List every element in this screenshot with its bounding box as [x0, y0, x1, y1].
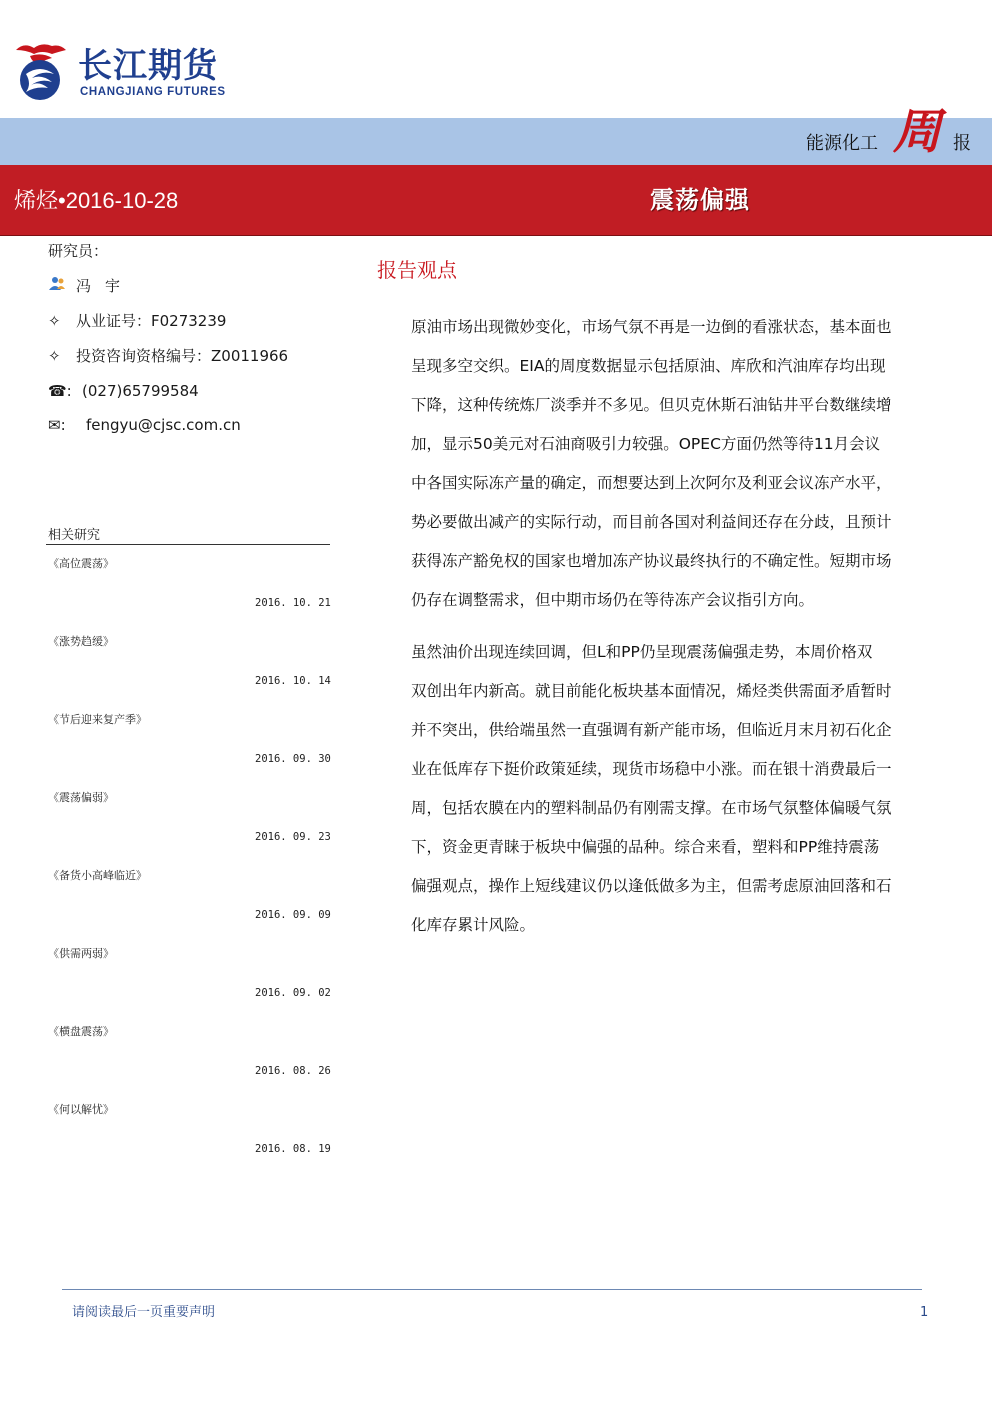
report-category: 能源化工: [806, 133, 878, 154]
related-item-title[interactable]: 《供需两弱》: [48, 947, 114, 960]
footer-divider: [62, 1289, 922, 1290]
related-research-divider: [46, 544, 330, 545]
related-item-date: 2016. 10. 21: [255, 597, 331, 609]
consult-license-row: [48, 345, 288, 367]
related-item-date: 2016. 09. 02: [255, 987, 331, 999]
company-logo: [12, 40, 252, 106]
report-suffix: 报: [953, 133, 971, 154]
related-item-date: 2016. 10. 14: [255, 675, 331, 687]
paragraph-line: 原油市场出现微妙变化，市场气氛不再是一边倒的看涨状态，基本面也: [411, 318, 892, 336]
paragraph-line: 化库存累计风险。: [411, 916, 536, 934]
paragraph-line: 业在低库存下挺价政策延续，现货市场稳中小涨。而在银十消费最后一: [411, 760, 892, 778]
paragraph-line: 并不突出，供给端虽然一直强调有新产能市场，但临近月末月初石化企: [411, 721, 892, 739]
email-row: [48, 414, 241, 436]
diamond-icon: ✧: [48, 347, 61, 365]
related-item-date: 2016. 08. 19: [255, 1143, 331, 1155]
section-title: 报告观点: [377, 258, 457, 282]
related-item-title[interactable]: 《高位震荡》: [48, 557, 114, 570]
related-item-title[interactable]: 《震荡偏弱》: [48, 791, 114, 804]
paragraph-line: 周，包括农膜在内的塑料制品仍有刚需支撑。在市场气氛整体偏暖气氛: [411, 799, 892, 817]
paragraph-line: 呈现多空交织。EIA的周度数据显示包括原油、库欣和汽油库存均出现: [411, 357, 886, 375]
phone-icon: ☎:: [48, 382, 72, 400]
report-title: 震荡偏强: [650, 186, 750, 214]
weekly-big-char: 周: [893, 104, 942, 160]
related-item-title[interactable]: 《节后迎来复产季》: [48, 713, 147, 726]
license-number: 从业证号：F0273239: [76, 312, 227, 330]
paragraph-line: 仍存在调整需求，但中期市场仍在等待冻产会议指引方向。: [411, 591, 815, 609]
related-item-title[interactable]: 《何以解忧》: [48, 1103, 114, 1116]
paragraph-line: 中各国实际冻产量的确定，而想要达到上次阿尔及利亚会议冻产水平，: [411, 474, 892, 492]
paragraph-line: 加，显示50美元对石油商吸引力较强。OPEC方面仍然等待11月会议: [411, 435, 881, 453]
paragraph-line: 势必要做出减产的实际行动，而目前各国对利益间还存在分歧，且预计: [411, 513, 892, 531]
paragraph-line: 获得冻产豁免权的国家也增加冻产协议最终执行的不确定性。短期市场: [411, 552, 892, 570]
email-address[interactable]: fengyu@cjsc.com.cn: [86, 416, 241, 434]
logo-chinese-name: 长江期货: [78, 46, 218, 86]
researcher-name-row: [48, 275, 134, 297]
phone-row: [48, 380, 199, 402]
report-paragraph-2: [411, 633, 946, 945]
paragraph-line: 下降，这种传统炼厂淡季并不多见。但贝克休斯石油钻井平台数继续增: [411, 396, 892, 414]
related-item-date: 2016. 09. 30: [255, 753, 331, 765]
related-item-date: 2016. 08. 26: [255, 1065, 331, 1077]
related-item-title[interactable]: 《备货小高峰临近》: [48, 869, 147, 882]
license-row: [48, 310, 226, 332]
logo-english-name: CHANGJIANG FUTURES: [80, 86, 226, 98]
person-icon: [48, 275, 76, 297]
paragraph-line: 虽然油价出现连续回调，但L和PP仍呈现震荡偏强走势，本周价格双: [411, 643, 873, 661]
related-item-date: 2016. 09. 23: [255, 831, 331, 843]
paragraph-line: 双创出年内新高。就目前能化板块基本面情况，烯烃类供需面矛盾暂时: [411, 682, 892, 700]
footer-notice: 请阅读最后一页重要声明: [72, 1305, 216, 1320]
page-number: 1: [920, 1305, 929, 1320]
related-research-title: 相关研究: [48, 528, 101, 543]
researcher-label: 研究员：: [48, 242, 109, 260]
consult-license-number: 投资咨询资格编号：Z0011966: [76, 347, 289, 365]
report-paragraph-1: [411, 308, 946, 620]
researcher-name: 冯宇: [76, 277, 135, 295]
mail-icon: ✉:: [48, 416, 66, 434]
diamond-icon: ✧: [48, 312, 61, 330]
phone-number: (027)65799584: [82, 382, 199, 400]
paragraph-line: 下，资金更青睐于板块中偏强的品种。综合来看，塑料和PP维持震荡: [411, 838, 880, 856]
related-item-title[interactable]: 《涨势趋缓》: [48, 635, 114, 648]
related-item-date: 2016. 09. 09: [255, 909, 331, 921]
report-tag: 烯烃•2016-10-28: [14, 188, 179, 213]
paragraph-line: 偏强观点，操作上短线建议仍以逢低做多为主，但需考虑原油回落和石: [411, 877, 892, 895]
logo-mark-icon: [12, 40, 68, 104]
related-item-title[interactable]: 《横盘震荡》: [48, 1025, 114, 1038]
